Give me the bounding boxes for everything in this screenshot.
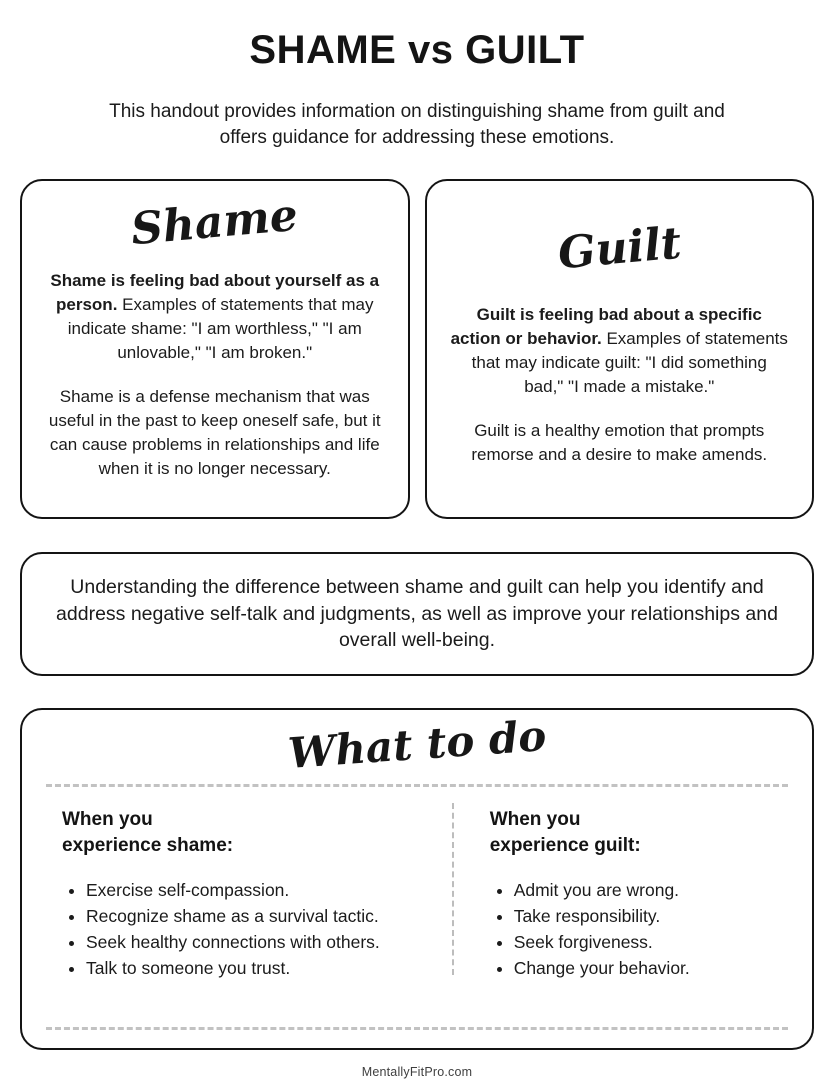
what-to-do-box (20, 708, 814, 1050)
shame-card (20, 179, 410, 519)
top-dashed-divider (46, 784, 788, 787)
guilt-definition-paragraph (451, 303, 789, 399)
comparison-cards-row (20, 179, 814, 519)
list-item: • Exercise self-compassion. (86, 877, 442, 903)
page-title: SHAME vs GUILT (249, 28, 585, 72)
shame-card-heading: Shame (129, 189, 301, 256)
list-item: • Seek forgiveness. (514, 929, 788, 955)
shame-advice-list (62, 877, 442, 981)
guilt-card (425, 179, 815, 519)
summary-box: Understanding the difference between shame and guilt can help you identify and address negative self-talk and judgments, as well as improve your relationships and overall well-being. (20, 552, 814, 676)
what-to-do-columns (42, 801, 792, 981)
shame-definition-bold: Shame is feeling bad about yourself as a person. (50, 271, 380, 315)
shame-mechanism-paragraph: Shame is a defense mechanism that was useful in the past to keep oneself safe, but it can cause problems in relationships and life when it is no longer necessary. (48, 387, 381, 479)
shame-column-heading (62, 807, 442, 859)
guilt-card-heading: Guilt (555, 217, 683, 280)
guilt-advice-column (454, 801, 792, 981)
list-item: • Take responsibility. (514, 903, 788, 929)
footer-website: MentallyFitPro.com (361, 1064, 473, 1079)
shame-column-heading-line1: When you (62, 808, 153, 830)
list-item: • Seek healthy connections with others. (86, 929, 442, 955)
guilt-definition-examples: Examples of statements that may indicate guilt: "I did something bad," "I made a mistake." (471, 329, 788, 397)
shame-definition-examples: Examples of statements that may indicate shame: "I am worthless," "I am unlovable," "I am broken." (67, 295, 374, 363)
guilt-advice-list (490, 877, 788, 981)
list-item: • Talk to someone you trust. (86, 955, 442, 981)
page-subtitle: This handout provides information on distinguishing shame from guilt and offers guidance for addressing these emotions. (109, 101, 725, 148)
guilt-definition-bold: Guilt is feeling bad about a specific action or behavior. (450, 305, 762, 349)
what-to-do-heading: What to do (286, 710, 548, 778)
list-item: • Recognize shame as a survival tactic. (86, 903, 442, 929)
list-item: • Change your behavior. (514, 955, 788, 981)
shame-advice-column (42, 801, 452, 981)
list-item: • Admit you are wrong. (514, 877, 788, 903)
guilt-column-heading-line2: experience guilt: (489, 834, 641, 856)
shame-column-heading-line2: experience shame: (62, 834, 234, 856)
guilt-column-heading (490, 807, 788, 859)
bottom-dashed-divider (46, 1027, 788, 1030)
guilt-column-heading-line1: When you (489, 808, 581, 830)
shame-definition-paragraph (46, 269, 384, 365)
guilt-healthy-paragraph: Guilt is a healthy emotion that prompts remorse and a desire to make amends. (471, 421, 768, 465)
